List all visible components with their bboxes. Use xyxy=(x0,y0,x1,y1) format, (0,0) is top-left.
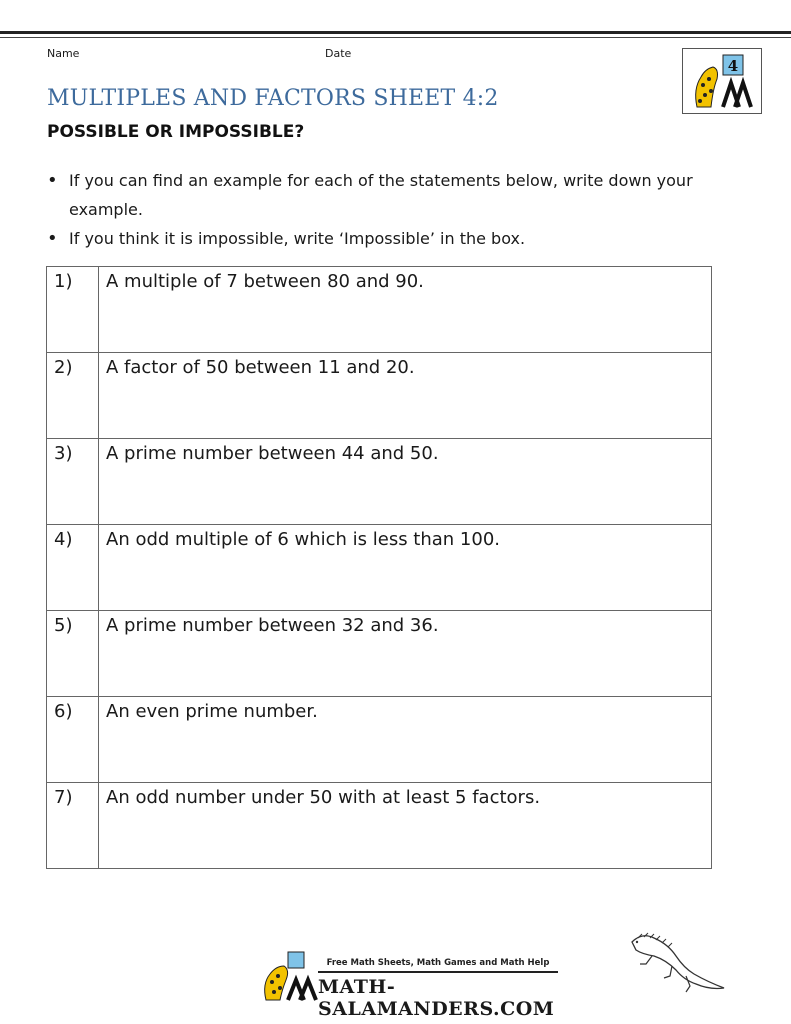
salamander-drawing-icon xyxy=(628,930,728,996)
instruction-text: If you can find an example for each of the statements below, write down your example. xyxy=(69,171,693,219)
question-row xyxy=(47,525,712,611)
instruction-text: If you think it is impossible, write ‘Impossible’ in the box. xyxy=(69,229,526,248)
question-number: 3) xyxy=(47,439,99,525)
page-subtitle: POSSIBLE OR IMPOSSIBLE? xyxy=(47,122,305,142)
footer-brand[interactable]: MATH-SALAMANDERS.COM xyxy=(318,976,555,1020)
footer-tagline: Free Math Sheets, Math Games and Math Help xyxy=(326,958,550,968)
date-label: Date xyxy=(325,47,352,60)
top-rule xyxy=(0,31,791,34)
instruction-item xyxy=(47,166,747,224)
question-text[interactable]: An even prime number. xyxy=(99,697,712,783)
question-row xyxy=(47,783,712,869)
instructions xyxy=(47,166,747,253)
question-text[interactable]: A multiple of 7 between 80 and 90. xyxy=(99,267,712,353)
question-number: 1) xyxy=(47,267,99,353)
footer-rule xyxy=(318,971,558,973)
question-row xyxy=(47,439,712,525)
bullet-icon xyxy=(47,224,69,253)
top-rule-thin xyxy=(0,37,791,38)
question-text[interactable]: A prime number between 32 and 36. xyxy=(99,611,712,697)
logo-grade: 4 xyxy=(727,57,739,75)
question-number: 2) xyxy=(47,353,99,439)
question-number: 4) xyxy=(47,525,99,611)
salamander-logo xyxy=(682,48,762,114)
salamander-logo-icon xyxy=(683,49,761,113)
question-number: 5) xyxy=(47,611,99,697)
question-row xyxy=(47,611,712,697)
question-text[interactable]: A factor of 50 between 11 and 20. xyxy=(99,353,712,439)
bullet-icon xyxy=(47,166,69,224)
question-text[interactable]: A prime number between 44 and 50. xyxy=(99,439,712,525)
instruction-item xyxy=(47,224,747,253)
question-text[interactable]: An odd number under 50 with at least 5 factors. xyxy=(99,783,712,869)
page-title: MULTIPLES AND FACTORS SHEET 4:2 xyxy=(47,86,499,111)
question-number: 6) xyxy=(47,697,99,783)
name-label: Name xyxy=(47,47,80,60)
question-number: 7) xyxy=(47,783,99,869)
question-row xyxy=(47,353,712,439)
question-text[interactable]: An odd multiple of 6 which is less than 100. xyxy=(99,525,712,611)
question-row xyxy=(47,267,712,353)
questions-table xyxy=(46,266,712,869)
question-row xyxy=(47,697,712,783)
